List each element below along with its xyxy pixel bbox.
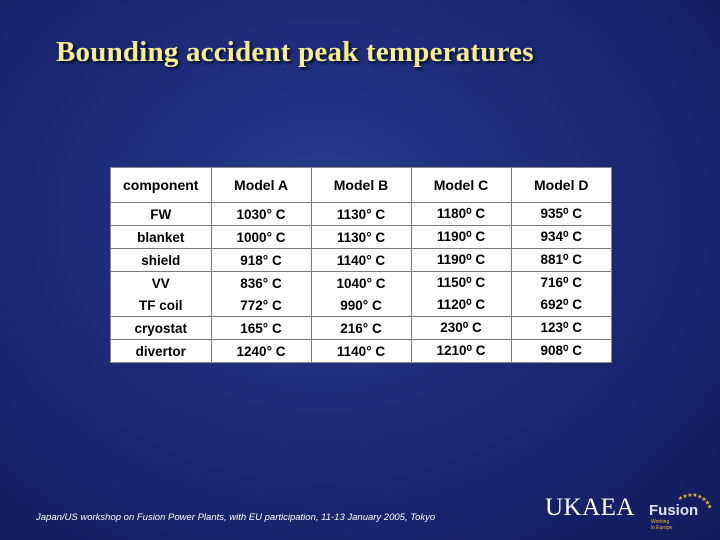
table-cell: 1180⁰ C — [411, 203, 511, 226]
star-icon: ★ — [682, 494, 688, 500]
table-cell: 908⁰ C — [511, 340, 611, 363]
table-cell: 1140° C — [311, 249, 411, 272]
header-model-a: Model A — [211, 168, 311, 203]
table-cell: 716⁰ C — [511, 272, 611, 295]
table-cell: 165° C — [211, 317, 311, 340]
star-icon: ★ — [701, 497, 707, 503]
star-icon: ★ — [704, 500, 711, 507]
star-icon: ★ — [677, 496, 684, 503]
table-cell: 692⁰ C — [540, 297, 582, 312]
row-label: TF coil — [111, 294, 211, 317]
table-row — [111, 203, 611, 226]
table-cell: 990° C — [311, 294, 411, 317]
row-label: cryostat — [111, 317, 211, 340]
eu-stars-icon — [667, 488, 715, 518]
logo-tagline-line-1: Working — [651, 519, 670, 525]
star-icon: ★ — [687, 493, 693, 499]
table-cell: 1190⁰ C — [411, 226, 511, 249]
row-label: shield — [111, 249, 211, 272]
temperature-table — [110, 167, 612, 363]
star-icon: ★ — [697, 494, 703, 501]
header-component: component — [111, 168, 211, 203]
logo-org-text: UKAEA — [545, 494, 635, 521]
logo-tagline-line-2: in Europe — [651, 525, 673, 531]
table-cell: 123⁰ C — [511, 317, 611, 340]
table-cell: 1150⁰ C — [411, 272, 511, 295]
table-cell: 935⁰ C — [540, 206, 582, 221]
header-model-b: Model B — [311, 168, 411, 203]
star-icon: ★ — [707, 504, 713, 511]
star-icon: ★ — [692, 493, 698, 500]
table-cell: 1240° C — [211, 340, 311, 363]
row-label: blanket — [111, 226, 211, 249]
row-label: FW — [111, 203, 211, 226]
table-cell: 881⁰ C — [511, 249, 611, 272]
table-row — [111, 272, 611, 295]
table-cell: 216° C — [311, 317, 411, 340]
ukaea-fusion-logo — [545, 488, 715, 534]
logo-tagline — [651, 519, 691, 531]
table-cell: 1030° C — [211, 203, 311, 226]
table-row — [111, 226, 611, 249]
table-cell: 1130° C — [311, 226, 411, 249]
table-row — [111, 340, 611, 363]
table-cell: 934⁰ C — [511, 226, 611, 249]
table-row — [111, 294, 611, 317]
slide-title: Bounding accident peak temperatures — [56, 36, 534, 68]
header-model-d: Model D — [511, 168, 611, 203]
table-cell: 1040° C — [311, 272, 411, 295]
logo-program-text: Fusion — [649, 502, 699, 519]
table-header-row — [111, 168, 611, 203]
table-cell: 1210⁰ C — [411, 340, 511, 363]
table-cell: 230⁰ C — [411, 317, 511, 340]
table-cell: 1120⁰ C — [411, 294, 511, 317]
table-cell: 836° C — [211, 272, 311, 295]
row-label: VV — [111, 272, 211, 295]
table-cell: 1000° C — [211, 226, 311, 249]
row-label: divertor — [111, 340, 211, 363]
table-cell: 772° C — [211, 294, 311, 317]
table-row — [111, 317, 611, 340]
table-cell: 1130° C — [311, 203, 411, 226]
table-cell: 1140° C — [311, 340, 411, 363]
header-model-c: Model C — [411, 168, 511, 203]
table-cell: 918° C — [211, 249, 311, 272]
footer-note: Japan/US workshop on Fusion Power Plants, with EU participation, 11-13 January 2005, Tokyo — [36, 512, 436, 523]
table-row — [111, 249, 611, 272]
table-cell: 1190⁰ C — [411, 249, 511, 272]
